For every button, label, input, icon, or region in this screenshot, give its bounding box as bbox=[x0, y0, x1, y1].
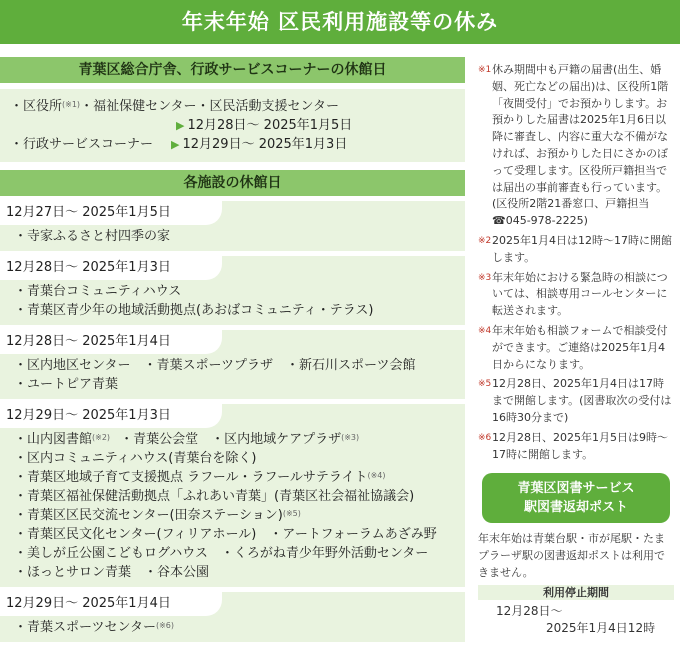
suspension-end: 2025年1月4日12時 bbox=[546, 621, 656, 636]
right-column bbox=[478, 62, 674, 637]
footnote-mark: ※5 bbox=[478, 379, 492, 390]
facility-line bbox=[14, 618, 459, 637]
facility-text: ・青葉区地域子育て支援拠点 ラフール・ラフールサテライト bbox=[14, 470, 368, 485]
footnote-2 bbox=[478, 233, 674, 267]
group-date: 12月29日～ 2025年1月3日 bbox=[0, 404, 222, 428]
footnote-mark: ※6 bbox=[478, 432, 492, 443]
footnote-4 bbox=[478, 323, 674, 373]
facility-line: ・青葉区民文化センター(フィリアホール) ・アートフォーラムあざみ野 bbox=[14, 527, 437, 542]
suspension-period bbox=[478, 603, 674, 637]
footnote-6 bbox=[478, 430, 674, 464]
facility-line: ・ほっとサロン青葉 ・谷本公園 bbox=[14, 565, 210, 580]
office-closure-box bbox=[0, 89, 465, 162]
footnote-ref: (※6) bbox=[155, 621, 175, 630]
section-heading-facilities: 各施設の休館日 bbox=[0, 170, 465, 196]
footnote-3 bbox=[478, 270, 674, 320]
footnote-text: 12月28日、2025年1月4日は17時まで開館します。(図書取次の受付は16時30分まで) bbox=[492, 377, 672, 424]
facility-line: ・青葉区福祉保健活動拠点「ふれあい青葉」(青葉区社会福祉協議会) bbox=[14, 489, 415, 504]
library-heading-line-2: 駅図書返却ポスト bbox=[523, 500, 628, 516]
footnote-mark: ※2 bbox=[478, 235, 492, 246]
footnote-text: 年末年始における緊急時の相談については、相談専用コールセンターに転送されます。 bbox=[492, 270, 668, 318]
facility-line: ・寺家ふるさと村四季の家 bbox=[14, 229, 171, 244]
facility-line: ・区内地区センター ・青葉スポーツプラザ ・新石川スポーツ会館 bbox=[14, 358, 416, 373]
facility-line bbox=[14, 468, 459, 487]
suspension-period-heading: 利用停止期間 bbox=[478, 585, 674, 600]
office-row-1-label: ・区役所 bbox=[10, 99, 63, 114]
facility-group-5 bbox=[0, 592, 465, 642]
facility-text: ・青葉区区民交流センター(田奈ステーション) bbox=[14, 508, 283, 523]
facility-text: ・青葉公会堂 ・区内地域ケアプラザ bbox=[120, 432, 342, 447]
footnote-ref: (※5) bbox=[282, 509, 301, 518]
facility-line: ・青葉台コミュニティハウス bbox=[14, 284, 182, 299]
library-notice: 年末年始は青葉台駅・市が尾駅・たまプラーザ駅の図書返却ポストは利用できません。 bbox=[478, 532, 665, 580]
footnote-ref: (※4) bbox=[367, 471, 386, 480]
group-date: 12月28日～ 2025年1月3日 bbox=[0, 256, 222, 280]
footnote-ref: (※1) bbox=[62, 100, 81, 109]
footnote-text: 12月28日、2025年1月5日は9時～17時に開館します。 bbox=[492, 430, 668, 461]
footnote-mark: ※3 bbox=[478, 272, 492, 283]
triangle-icon: ▶ bbox=[176, 119, 185, 132]
group-date: 12月27日～ 2025年1月5日 bbox=[0, 201, 222, 225]
footnote-mark: ※1 bbox=[478, 65, 492, 75]
triangle-icon: ▶ bbox=[171, 138, 180, 151]
suspension-start: 12月28日～ bbox=[496, 604, 563, 619]
office-row-2-label: ・行政サービスコーナー bbox=[10, 137, 154, 152]
section-heading-office: 青葉区総合庁舎、行政サービスコーナーの休館日 bbox=[0, 57, 465, 83]
office-row-1 bbox=[10, 97, 457, 116]
facility-text: ・青葉スポーツセンター bbox=[14, 620, 156, 635]
page-title: 年末年始 区民利用施設等の休み bbox=[0, 0, 680, 44]
footnote-mark: ※4 bbox=[478, 325, 492, 336]
office-row-2 bbox=[10, 135, 457, 154]
facility-group-1 bbox=[0, 201, 465, 251]
group-date: 12月28日～ 2025年1月4日 bbox=[0, 330, 222, 354]
office-row-1-date: 12月28日～ 2025年1月5日 bbox=[187, 118, 353, 133]
library-heading-line-1: 青葉区図書サービス bbox=[517, 481, 635, 497]
facility-group-2 bbox=[0, 256, 465, 325]
footnote-text: 休み期間中も戸籍の届書(出生、婚姻、死亡などの届出)は、区役所1階「夜間受付」でお預かりします。お預かりした届書は2025年1月6日以降に審査し、内容に重大な不備がなければ、お預かりした日にさかのぼって受理します。区役所戸籍担当では届出の事前審査も行っています。(区役所2階21番窓口、戸籍担当 ☎045-978-2225) bbox=[492, 63, 669, 228]
facility-line bbox=[14, 430, 459, 449]
footnote-1 bbox=[478, 62, 674, 230]
office-row-1-rest: ・福祉保健センター・区民活動支援センター bbox=[80, 99, 340, 114]
library-service-heading bbox=[482, 473, 670, 523]
facility-line: ・ユートピア青葉 bbox=[14, 377, 119, 392]
footnote-text: 年末年始も相談フォームで相談受付ができます。ご連絡は2025年1月4日からになります。 bbox=[492, 323, 668, 371]
office-row-1-date-row bbox=[10, 116, 457, 135]
group-date: 12月29日～ 2025年1月4日 bbox=[0, 592, 222, 616]
facility-group-3 bbox=[0, 330, 465, 399]
facility-line bbox=[14, 506, 459, 525]
facility-line: ・青葉区青少年の地域活動拠点(あおばコミュニティ・テラス) bbox=[14, 303, 374, 318]
footnote-5 bbox=[478, 376, 674, 426]
facility-text: ・山内図書館 bbox=[14, 432, 93, 447]
facility-line: ・美しが丘公園こどもログハウス ・くろがね青少年野外活動センター bbox=[14, 546, 429, 561]
footnote-text: 2025年1月4日は12時～17時に開館します。 bbox=[492, 233, 672, 264]
facility-group-4 bbox=[0, 404, 465, 587]
office-row-2-date: 12月29日～ 2025年1月3日 bbox=[182, 137, 348, 152]
footnote-ref: (※2) bbox=[92, 433, 111, 442]
footnote-ref: (※3) bbox=[341, 433, 360, 442]
facility-line: ・区内コミュニティハウス(青葉台を除く) bbox=[14, 451, 257, 466]
left-column bbox=[0, 57, 465, 642]
